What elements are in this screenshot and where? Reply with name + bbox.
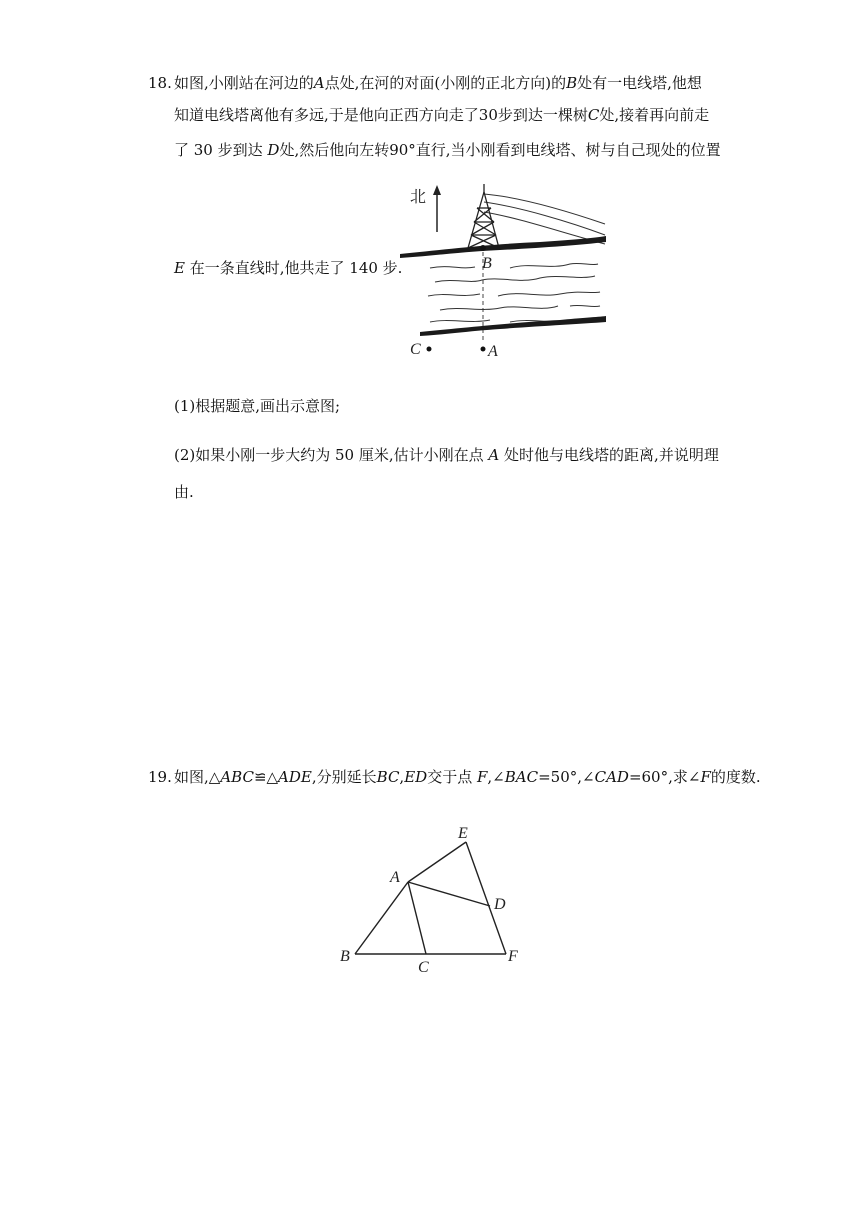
segment-label: ED	[404, 768, 428, 786]
q19-text-part: 如图,△	[174, 768, 221, 786]
q18-text: 点处,在河的对面(小刚的正北方向)的	[324, 74, 567, 92]
label-b: B	[482, 255, 492, 272]
point-a-dot	[481, 347, 486, 352]
north-arrow-head	[433, 185, 441, 195]
point-label: A	[313, 74, 325, 92]
q19-text-part: =60°,求∠	[628, 768, 701, 786]
label-e: E	[458, 825, 468, 842]
q18-sub2	[174, 445, 719, 465]
segment-label: BC	[376, 768, 400, 786]
segment-ad	[408, 882, 490, 906]
figure-lines	[355, 842, 506, 954]
point-label: F	[476, 768, 488, 786]
angle-label: CAD	[594, 768, 629, 786]
q19-number: 19.	[148, 768, 172, 786]
q18-text: 处时他与电线塔的距离,并说明理	[504, 446, 719, 464]
q18-text: 如图,小刚站在河边的	[174, 74, 314, 92]
q18-text: 在一条直线时,他共走了 140 步.	[189, 259, 403, 277]
point-label: D	[267, 141, 280, 159]
q18-line3	[174, 140, 721, 160]
angle-label: BAC	[504, 768, 539, 786]
q18-text: 了 30 步到达	[174, 141, 263, 159]
q19-text-part: ,分别延长	[311, 768, 377, 786]
segment-ab	[355, 882, 408, 954]
q18-river-figure	[400, 172, 612, 362]
q19-text-part: ,	[399, 768, 405, 786]
north-label: 北	[410, 189, 427, 206]
q18-sub2-line2: 由.	[174, 483, 194, 501]
triangle-label: ABC	[220, 768, 254, 786]
q18-text: 处,然后他向左转90°直行,当小刚看到电线塔、树与自己现处的位置	[279, 141, 721, 159]
q18-sub1: (1)根据题意,画出示意图;	[174, 397, 341, 415]
q18-text: 处,接着再向前走	[599, 106, 710, 124]
water-waves	[428, 263, 600, 322]
power-tower	[468, 184, 499, 248]
point-label: B	[566, 74, 578, 92]
label-c: C	[418, 959, 429, 976]
q18-line1	[174, 73, 702, 93]
power-line	[484, 194, 605, 224]
q19-text-part: ≌△	[253, 768, 279, 786]
point-label: F	[700, 768, 711, 786]
q19-text-part: 交于点	[427, 768, 473, 786]
point-label: A	[488, 446, 500, 464]
label-f: F	[508, 948, 518, 965]
q19-geometry-figure	[330, 818, 530, 978]
point-label: C	[587, 106, 600, 124]
q18-line2	[174, 105, 709, 125]
point-c-dot	[427, 347, 432, 352]
q19-text-part: 的度数.	[710, 768, 761, 786]
label-a: A	[488, 343, 498, 360]
q19-text-part: ,∠	[487, 768, 505, 786]
q18-number: 18.	[148, 74, 172, 92]
q18-text: 知道电线塔离他有多远,于是他向正西方向走了30步到达一棵树	[174, 106, 588, 124]
point-label: E	[174, 259, 185, 277]
q18-line4	[174, 258, 402, 278]
far-riverbank	[400, 236, 606, 258]
label-a: A	[390, 869, 400, 886]
label-d: D	[494, 896, 506, 913]
q19-text	[174, 767, 761, 787]
near-riverbank	[420, 316, 606, 336]
power-line	[484, 202, 605, 235]
q18-text: (2)如果小刚一步大约为 50 厘米,估计小刚在点	[174, 446, 484, 464]
point-b-dot	[480, 245, 486, 251]
q19-text-part: =50°,∠	[538, 768, 595, 786]
segment-ae	[408, 842, 466, 882]
label-b: B	[340, 948, 350, 965]
label-c: C	[410, 341, 421, 358]
triangle-label: ADE	[278, 768, 312, 786]
q18-text: 处有一电线塔,他想	[577, 74, 702, 92]
segment-ac	[408, 882, 426, 954]
